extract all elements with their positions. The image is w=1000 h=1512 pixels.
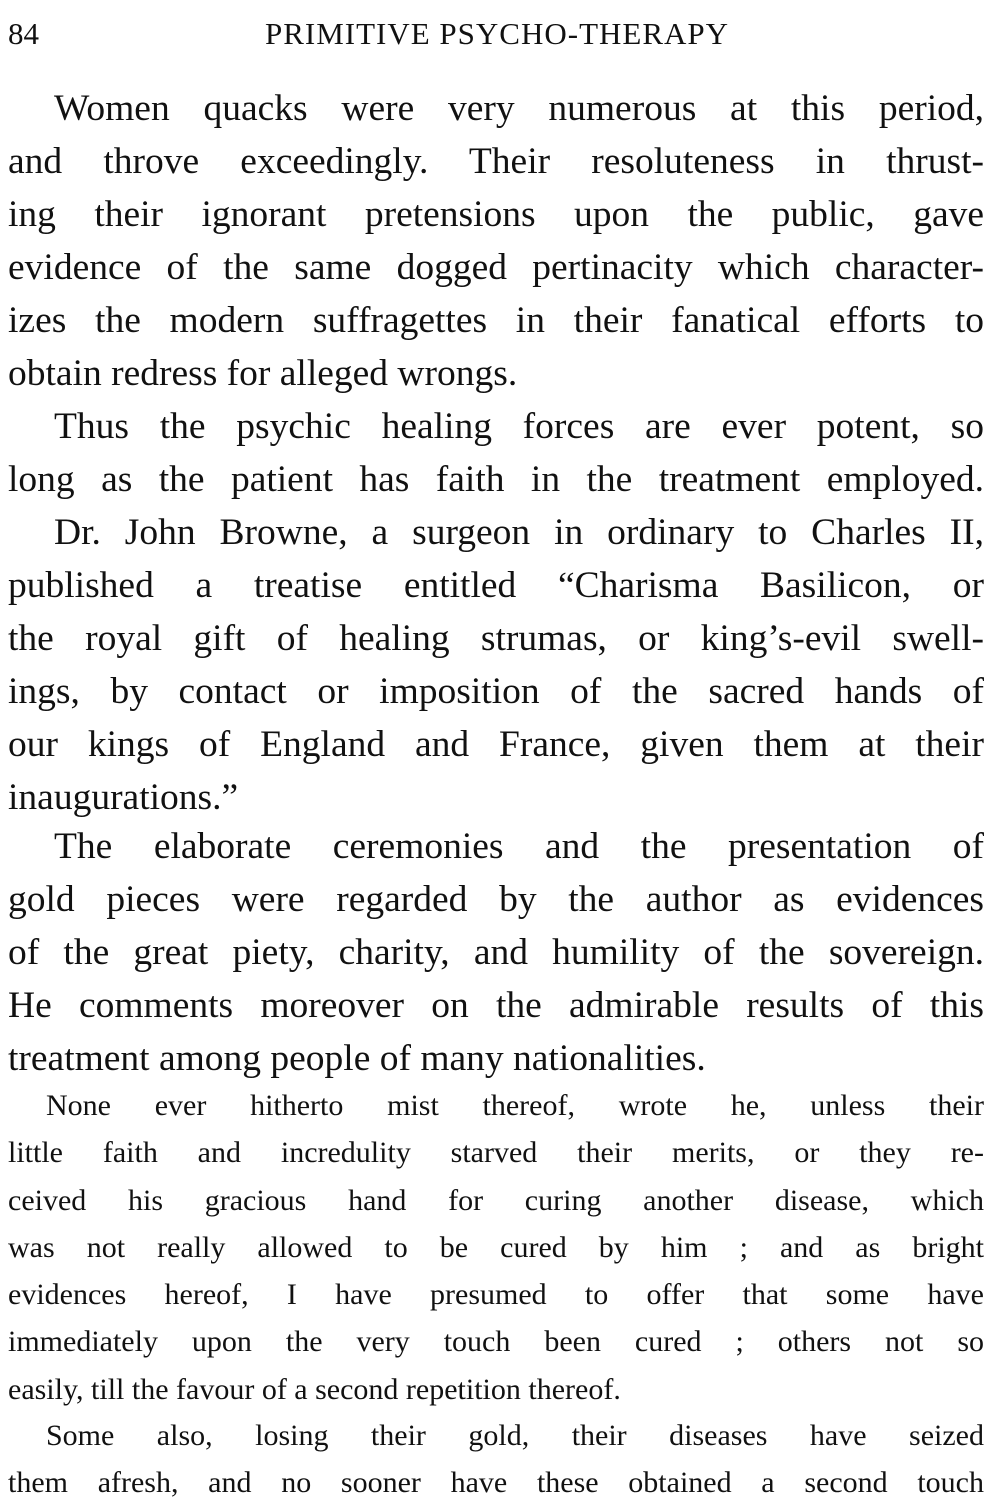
paragraph-john-browne: [8, 506, 984, 825]
text-line: obtain redress for alleged wrongs.: [8, 353, 518, 395]
text-line: the royal gift of healing strumas, or king’s-evil swell-: [8, 618, 984, 660]
text-line: None ever hitherto mist thereof, wrote he, unless their: [46, 1089, 984, 1122]
text-line: He comments moreover on the admirable results of this: [8, 985, 984, 1027]
text-line: evidences hereof, I have presumed to offer that some have: [8, 1278, 984, 1312]
text-line: easily, till the favour of a second repetition thereof.: [8, 1372, 621, 1406]
text-line: was not really allowed to be cured by him ; and as bright: [8, 1230, 984, 1264]
text-line: gold pieces were regarded by the author as evidences: [8, 879, 984, 921]
running-head: [8, 14, 986, 54]
text-line: them afresh, and no sooner have these obtained a second touch: [8, 1466, 984, 1500]
text-line: Some also, losing their gold, their diseases have seized: [46, 1419, 984, 1452]
text-line: izes the modern suffragettes in their fanatical efforts to: [8, 300, 984, 342]
text-line: treatment among people of many nationalities.: [8, 1038, 706, 1080]
paragraph-women-quacks: [8, 82, 984, 401]
text-line: Thus the psychic healing forces are ever potent, so: [54, 406, 984, 447]
quoted-passage-continued: [8, 1412, 984, 1507]
text-line: immediately upon the very touch been cured ; others not so: [8, 1325, 984, 1359]
text-line: of the great piety, charity, and humility of the sovereign.: [8, 932, 984, 974]
page-number: 84: [8, 16, 39, 51]
text-line: Women quacks were very numerous at this period,: [54, 88, 984, 129]
text-line: Dr. John Browne, a surgeon in ordinary to Charles II,: [54, 512, 984, 553]
text-line: The elaborate ceremonies and the presentation of: [54, 826, 984, 867]
text-line: ceived his gracious hand for curing another disease, which: [8, 1183, 984, 1217]
text-line: our kings of England and France, given them at their: [8, 724, 984, 766]
text-line: ing their ignorant pretensions upon the public, gave: [8, 194, 984, 236]
paragraph-elaborate-ceremonies: [8, 820, 984, 1085]
text-line: ings, by contact or imposition of the sacred hands of: [8, 671, 984, 713]
text-line: and throve exceedingly. Their resoluteness in thrust-: [8, 141, 984, 183]
text-line: little faith and incredulity starved their merits, or they re-: [8, 1136, 984, 1170]
text-line: evidence of the same dogged pertinacity which character-: [8, 247, 984, 289]
quoted-passage: [8, 1082, 984, 1413]
text-line: published a treatise entitled “Charisma Basilicon, or: [8, 565, 984, 607]
paragraph-psychic-healing: [8, 400, 984, 506]
text-line: inaugurations.”: [8, 777, 239, 819]
running-title: PRIMITIVE PSYCHO-THERAPY: [264, 16, 730, 51]
text-line: long as the patient has faith in the treatment employed.: [8, 459, 984, 501]
